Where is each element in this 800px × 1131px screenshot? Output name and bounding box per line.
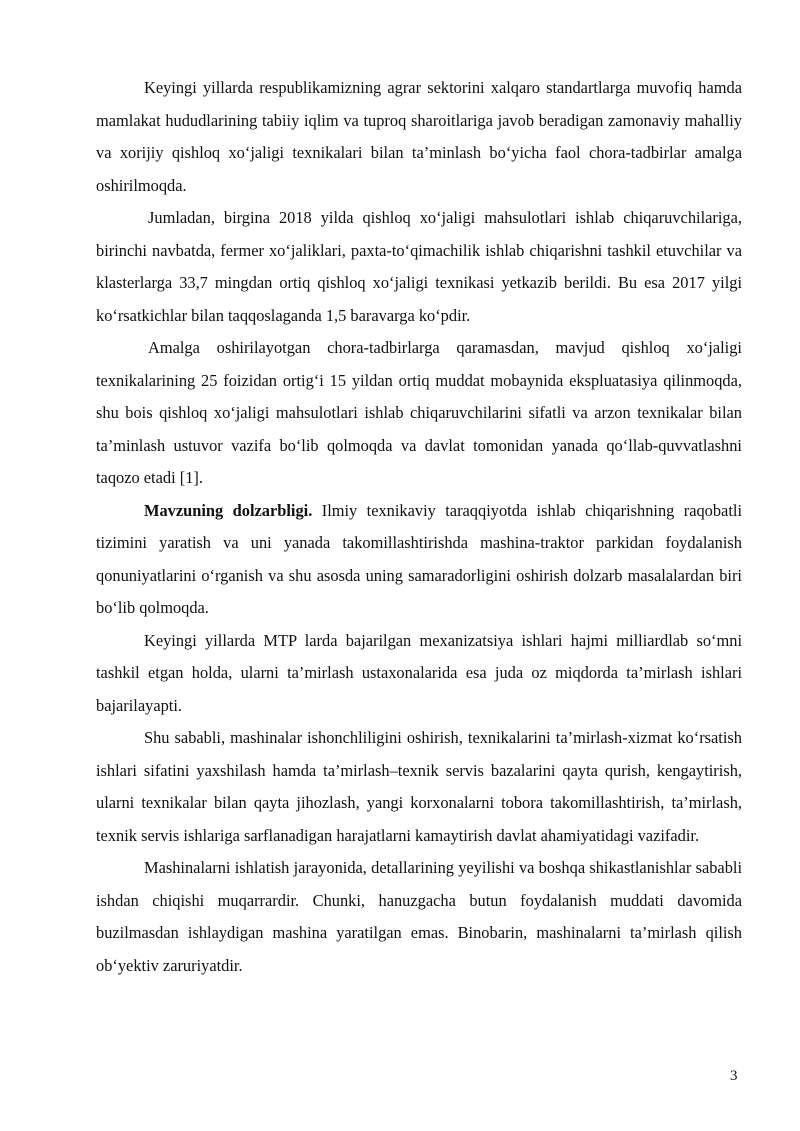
paragraph: Shu sababli, mashinalar ishonchliligini oshirish, texnikalarini ta’mirlash-xizmat ko‘rsatish ishlari sifatini yaxshilash hamda ta’mirlash–texnik servis bazalarini qayta qurish, kengaytirish, ularni texnikalar bilan qayta jihozlash, yangi korxonalarni tobora takomillashtirish, ta’mirlash, texnik servis ishlariga sarflanadigan harajatlarni kamaytirish davlat ahamiyatidagi vazifadir. — [96, 728, 742, 845]
paragraph-text: Ilmiy texnikaviy taraqqiyotda ishlab chiqarishning raqobatli tizimini yaratish va uni yanada takomillashtirishda mashina-traktor parkidan foydalanish qonuniyatlarini o‘rganish va shu asosda uning samaradorligini oshirish dolzarb masalalardan biri bo‘lib qolmoqda. — [96, 500, 742, 617]
page-body — [96, 72, 742, 982]
section-heading: Mavzuning dolzarbligi. — [144, 500, 313, 520]
paragraph: Amalga oshirilayotgan chora-tadbirlarga qaramasdan, mavjud qishloq xo‘jaligi texnikalarining 25 foizidan ortig‘i 15 yildan ortiq muddat mobaynida ekspluatasiya qilinmoqda, shu bois qishloq xo‘jaligi mahsulotlari ishlab chiqaruvchilarini sifatli va arzon texnikalar bilan ta’minlash ustuvor vazifa bo‘lib qolmoqda va davlat tomonidan yanada qo‘llab-quvvatlashni taqozo etadi [1]. — [96, 338, 742, 487]
paragraph: Keyingi yillarda respublikamizning agrar sektorini xalqaro standartlarga muvofiq hamda mamlakat hududlarining tabiiy iqlim va tuproq sharoitlariga javob beradigan zamonaviy mahalliy va xorijiy qishloq xo‘jaligi texnikalari bilan ta’minlash bo‘yicha faol chora-tadbirlar amalga oshirilmoqda. — [96, 78, 742, 195]
paragraph — [96, 495, 742, 625]
paragraph: Keyingi yillarda MTP larda bajarilgan mexanizatsiya ishlari hajmi milliardlab so‘mni tashkil etgan holda, ularni ta’mirlash ustaxonalarida esa juda oz miqdorda ta’mirlash ishlari bajarilayapti. — [96, 630, 742, 715]
paragraph: Mashinalarni ishlatish jarayonida, detallarining yeyilishi va boshqa shikastlanishlar sababli ishdan chiqishi muqarrardir. Chunki, hanuzgacha butun foydalanish muddati davomida buzilmasdan ishlaydigan mashina yaratilgan emas. Binobarin, mashinalarni ta’mirlash qilish ob‘yektiv zaruriyatdir. — [96, 858, 742, 975]
page-number: 3 — [730, 1068, 738, 1084]
paragraph: Jumladan, birgina 2018 yilda qishloq xo‘jaligi mahsulotlari ishlab chiqaruvchilariga, birinchi navbatda, fermer xo‘jaliklari, paxta-to‘qimachilik ishlab chiqarishni tashkil etuvchilar va klasterlarga 33,7 mingdan ortiq qishloq xo‘jaligi texnikasi yetkazib berildi. Bu esa 2017 yilgi ko‘rsatkichlar bilan taqqoslaganda 1,5 baravarga ko‘pdir. — [96, 208, 742, 325]
